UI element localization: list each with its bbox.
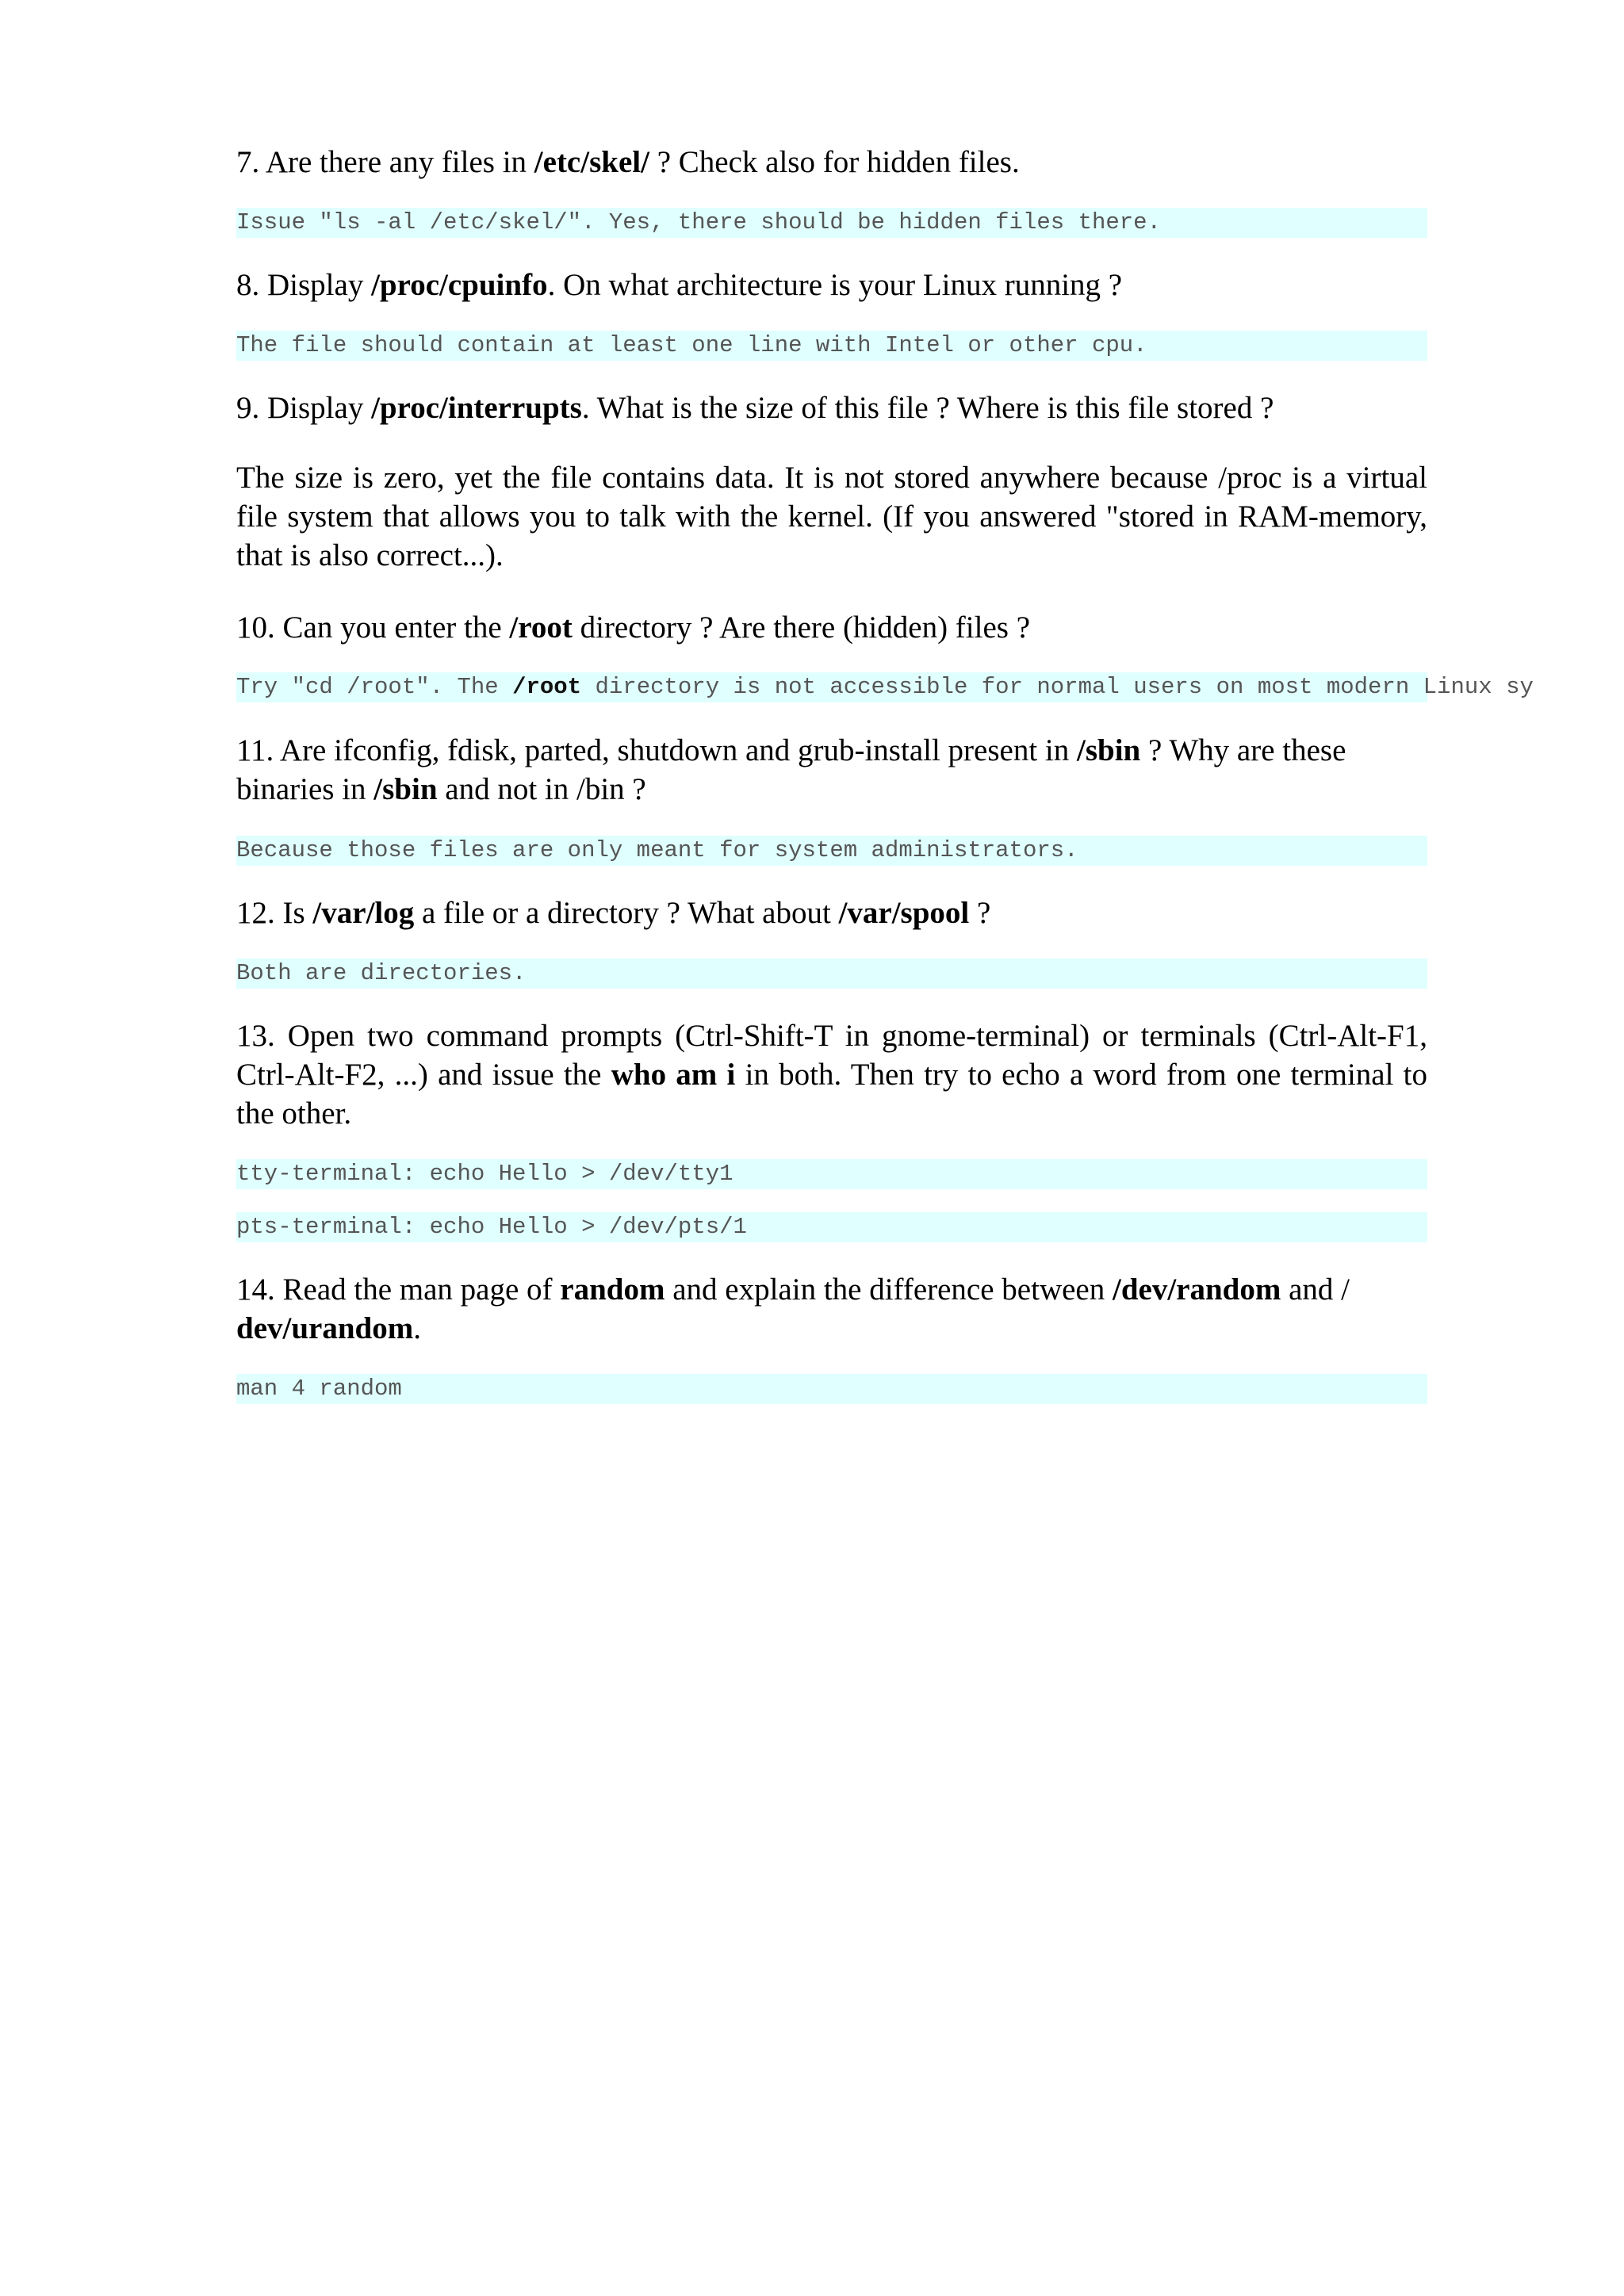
question-14-text-end: . (413, 1311, 421, 1345)
question-14-path-2: dev/urandom (236, 1311, 414, 1345)
question-13-text: 13. Open two command prompts (Ctrl-Shift-T in gnome-terminal) or terminals (Ctrl-Alt-F1, Ctrl-Alt-F2, ...) and issue the (236, 1019, 1427, 1092)
question-9-text-end: . What is the size of this file ? Where is this file stored ? (581, 391, 1274, 425)
question-8-path: /proc/cpuinfo (371, 268, 548, 302)
answer-10-text-end: directory is not accessible for normal users on most modern Linux sy (581, 674, 1534, 700)
answer-13-code-pts (236, 1212, 1427, 1242)
answer-8-code (236, 331, 1427, 361)
answer-11-code (236, 836, 1427, 866)
question-10-text: 10. Can you enter the (236, 610, 510, 645)
question-11 (236, 731, 1427, 809)
question-12-path: /var/log (312, 896, 415, 930)
answer-12-text: Both are directories. (236, 960, 527, 986)
answer-10-text: Try "cd /root". The (236, 674, 513, 700)
question-8-text: 8. Display (236, 268, 372, 302)
question-9-path: /proc/interrupts (371, 391, 582, 425)
answer-11-text: Because those files are only meant for system administrators. (236, 837, 1078, 863)
answer-7-code (236, 208, 1427, 238)
question-14 (236, 1270, 1427, 1348)
question-7 (236, 143, 1427, 182)
question-7-path: /etc/skel/ (534, 145, 649, 179)
question-10 (236, 608, 1427, 647)
question-7-text-end: ? Check also for hidden files. (649, 145, 1020, 179)
answer-8-text: The file should contain at least one line with Intel or other cpu. (236, 332, 1147, 358)
question-11-path: /sbin (1077, 733, 1141, 767)
answer-13-code-tty (236, 1159, 1427, 1189)
answer-14-code (236, 1374, 1427, 1404)
question-7-text: 7. Are there any files in (236, 145, 534, 179)
question-12-path-2: /var/spool (838, 896, 970, 930)
question-10-path: /root (509, 610, 573, 645)
answer-10-path: /root (512, 674, 582, 700)
question-14-term: random (560, 1272, 665, 1307)
question-12-text: 12. Is (236, 896, 313, 930)
answer-13-pts-text: pts-terminal: echo Hello > /dev/pts/1 (236, 1214, 747, 1240)
answer-12-code (236, 959, 1427, 989)
question-10-text-end: directory ? Are there (hidden) files ? (572, 610, 1031, 645)
question-9 (236, 388, 1427, 427)
question-13-text-end: in both. Then try to echo a word from one terminal to the other. (236, 1058, 1427, 1131)
answer-7-text: Issue "ls -al /etc/skel/". Yes, there should be hidden files there. (236, 209, 1161, 235)
answer-13-tty-text: tty-terminal: echo Hello > /dev/tty1 (236, 1161, 733, 1187)
question-12-text-mid: a file or a directory ? What about (414, 896, 839, 930)
question-12-text-end: ? (969, 896, 991, 930)
question-8-text-end: . On what architecture is your Linux running ? (547, 268, 1123, 302)
answer-9-paragraph: The size is zero, yet the file contains data. It is not stored anywhere because /proc is a virtual file system that allows you to talk with the kernel. (If you answered "stored in RAM-memory, that is also correct...). (236, 461, 1427, 572)
question-12 (236, 894, 1427, 932)
question-8 (236, 266, 1427, 304)
question-14-text: 14. Read the man page of (236, 1272, 561, 1307)
question-11-path-2: /sbin (373, 772, 438, 806)
question-9-text: 9. Display (236, 391, 372, 425)
question-13-command: who am i (611, 1058, 736, 1092)
question-14-text-mid: and explain the difference between (665, 1272, 1113, 1307)
question-13 (236, 1016, 1427, 1133)
question-14-path: /dev/random (1112, 1272, 1281, 1307)
question-11-text: 11. Are ifconfig, fdisk, parted, shutdown and grub-install present in (236, 733, 1078, 767)
question-14-text-mid-2: and / (1281, 1272, 1350, 1307)
question-11-text-end: and not in /bin ? (437, 772, 646, 806)
answer-10-code (236, 672, 1534, 702)
question-11-text-mid: ? Why are these binaries in (236, 733, 1346, 806)
answer-14-text: man 4 random (236, 1376, 402, 1402)
